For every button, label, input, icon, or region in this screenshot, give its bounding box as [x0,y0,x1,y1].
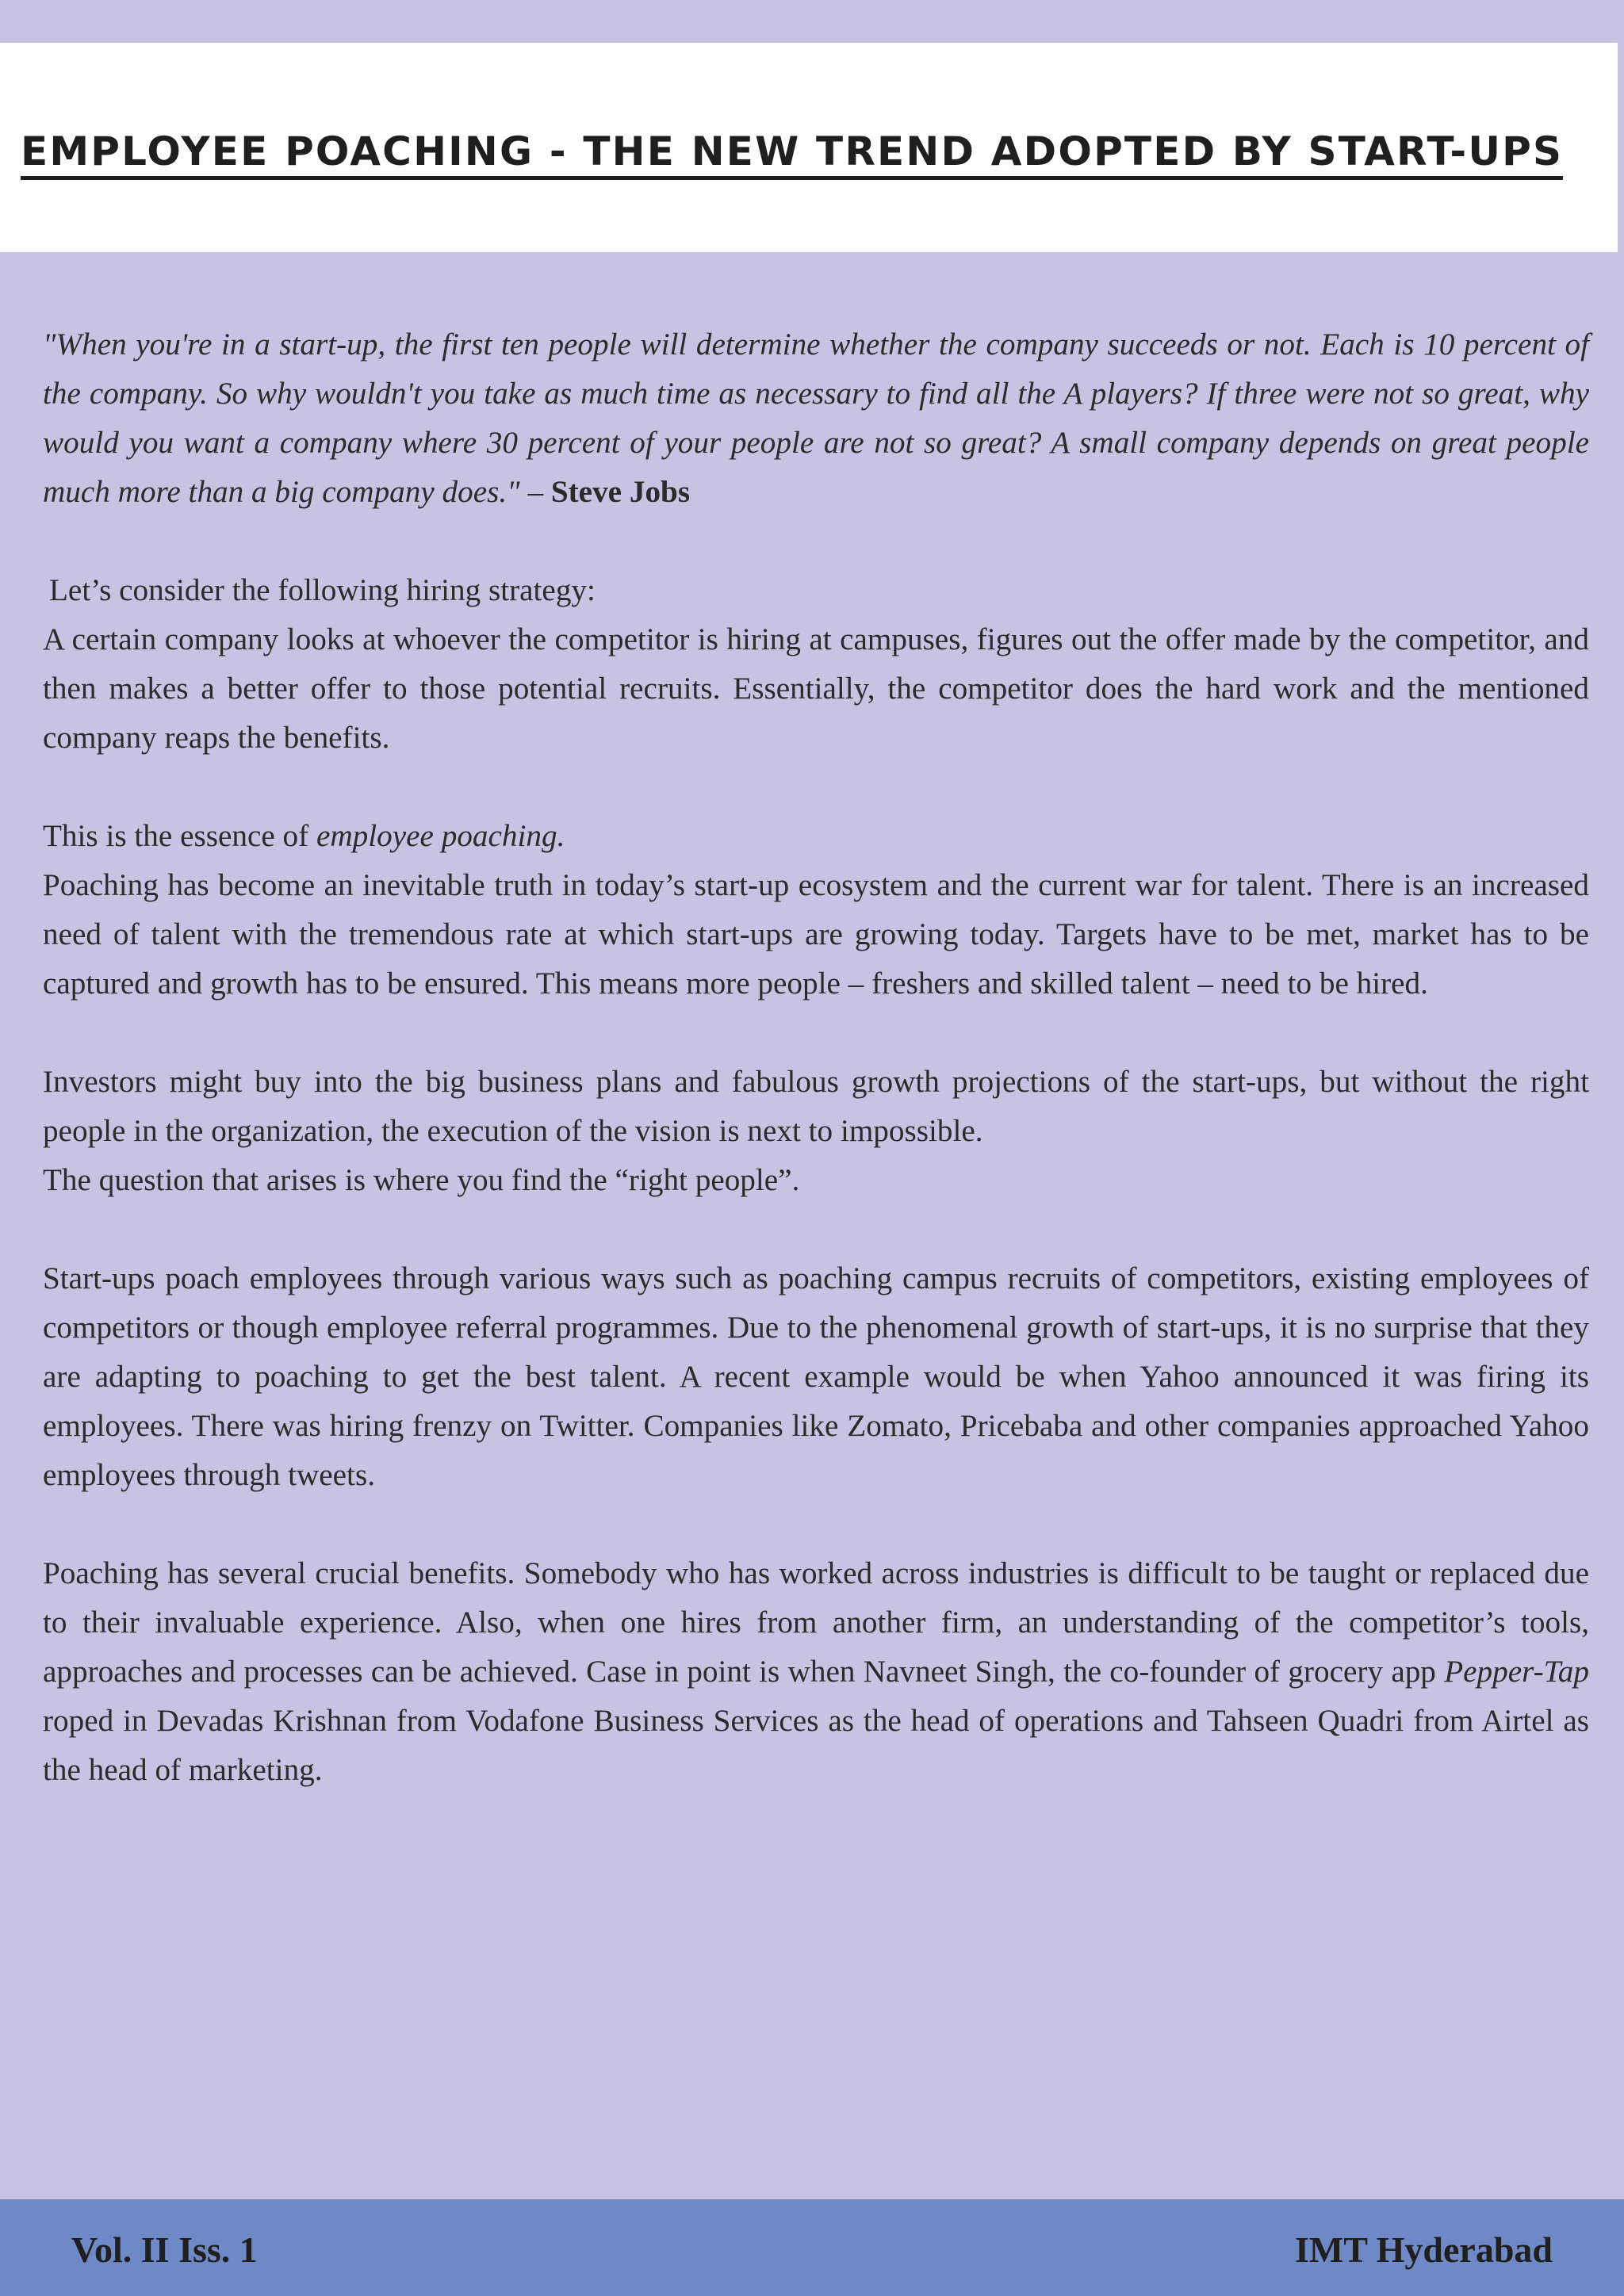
essence-line [43,812,1589,861]
article-body [43,320,1589,1795]
opening-quote [43,320,1589,517]
hiring-strategy-paragraph: A certain company looks at whoever the competitor is hiring at campuses, figures out the offer made by the competitor, and then makes a better offer to those potential recruits. Essentially, the competitor does the hard work and the mentioned company reaps the benefits. [43,622,1589,755]
paragraph-gap [43,763,1589,812]
institution-label: IMT Hyderabad [1294,2229,1553,2270]
quote-author: Steve Jobs [550,475,691,509]
investors-paragraph: Investors might buy into the big business plans and fabulous growth projections of the start-ups, but without the right people in the organization, the execution of the vision is next to impossible. [43,1065,1589,1148]
right-people-question: The question that arises is where you find the “right people”. [43,1163,800,1197]
benefits-text-part1: Poaching has several crucial benefits. Somebody who has worked across industries is difficult to be taught or replaced due to their invaluable experience. Also, when one hires from another firm, an understanding of the competitor’s tools, approaches and processes can be achieved. Case in point is when Navneet Singh, the co-founder of grocery app [43,1556,1589,1689]
poaching-benefits-paragraph [43,1549,1589,1795]
essence-lead: This is the essence of [43,819,316,853]
poaching-methods-paragraph: Start-ups poach employees through various ways such as poaching campus recruits of competitors, existing employees of competitors or though employee referral programmes. Due to the phenomenal growth of start-ups, it is no surprise that they are adapting to poaching to get the best talent. A recent example would be when Yahoo announced it was firing its employees. There was hiring frenzy on Twitter. Companies like Zomato, Pricebaba and other companies approached Yahoo employees through tweets. [43,1261,1589,1492]
hiring-strategy-intro: Let’s consider the following hiring strategy: [49,573,596,607]
talent-war-paragraph: Poaching has become an inevitable truth in today’s start-up ecosystem and the current war for talent. There is an increased need of talent with the tremendous rate at which start-ups are growing today. Targets have to be met, market has to be captured and growth has to be ensured. This means more people – freshers and skilled talent – need to be hired. [43,868,1589,1001]
paragraph-gap [43,1500,1589,1549]
issue-label: Vol. II Iss. 1 [71,2229,258,2270]
paragraph-gap [43,1205,1589,1254]
app-name: Pepper-Tap [1444,1655,1589,1689]
benefits-text-part2: roped in Devadas Krishnan from Vodafone Business Services as the head of operations and Tahseen Quadri from Airtel as the head of marketing. [43,1704,1589,1787]
paragraph-gap [43,1008,1589,1058]
essence-term: employee poaching. [316,819,565,853]
quote-text: "When you're in a start-up, the first ten people will determine whether the company succeeds or not. Each is 10 percent of the company. So why wouldn't you take as much time as necessary to find all the A players? If three were not so great, why would you want a company where 30 percent of your people are not so great? A small company depends on great people much more than a big company does." [43,327,1589,509]
paragraph-gap [43,517,1589,566]
article-title: EMPLOYEE POACHING - THE NEW TREND ADOPTED BY START-UPS [21,128,1563,180]
quote-separator: – [519,475,551,509]
